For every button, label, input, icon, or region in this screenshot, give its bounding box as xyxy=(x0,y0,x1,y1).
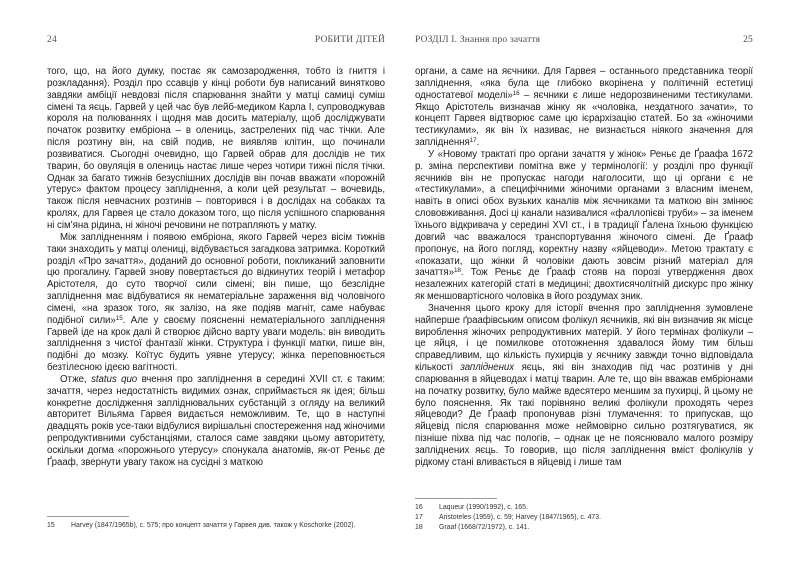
footnote-text: Graaf (1668/72/1972), с. 141. xyxy=(439,524,530,531)
paragraph xyxy=(47,232,385,374)
text-run: того, що, на його думку, постає як самозародження, тобто із гниття і розкладання). Розділ про ссавців у кінці роботи був написаний винятково завдяки амбіції невдовзі після спарювання знайти у матці самиці суміш сімені та яєць. Гарвей у цей час був лейб-медиком Карла І, супроводжував короля на полюваннях і щодня мав досить матеріалу, щоб досліджувати початок розвитку ембріона – в олениць, застрелених під час тічки. Але після розтину він, на свій подив, не виявляв клітин, що починали розвиватися. Сьогодні очевидно, що Гарвей обрав для дослідів не тих тварин, бо овуляція в олениць настає лише через чотири тижні після тічки. Однак за багато тижнів безуспішних дослідів він почав вважати «порожній утерус» фактом процесу запліднення, а коли цей результат – вочевидь, також після невчасних розтинів – повторився і в дослідах на собаках та кролях, для Гарвея це стало доказом того, що після успішного спарювання ні сім’яна рідина, ні жіночі речовини не потрапляють у матку. xyxy=(47,66,385,231)
footnote-ref: 17 xyxy=(469,137,477,145)
text-run: яєць, які він знаходив під час розтинів у дні спарювання в яйцеводах і матці тварин. Але те, що він вважав ембріонами на початку розвитку, було майже вдесятеро меншим за пухирці, й цьому не було пояснення. Як такі порівняно великі фолікули проходять через яйцеводи? Де Ґрааф пропонував різні тлумачення: то припускав, що яйцевід після спарювання може неймовірно сильно розтягуватися, як пізніше піхва під час пологів, – однак це не пояснювало малого розміру запліднених яєць. То говорив, що після запліднення вміст фолікулів у рідкому стані вливається в яйцевід і лише там xyxy=(415,362,753,468)
footnote-text: Laqueur (1990/1992), с. 165. xyxy=(439,504,528,511)
text-run: Між заплідненням і появою ембріона, якого Гарвей через вісім тижнів таки знаходить у матці олениці, відбувається загадкова затримка. Короткий розділ «Про зачаття», доданий до основної роботи, покликаний заповнити цю прогалину. Гарвей знову повертається до відкинутих теорій і метафор Арістотеля, до суто творчої сили сімені; він пише, що безслідне запліднення має відбуватися як нематеріальне зараження від чоловічого сімені, «на зразок того, як залізо, на яке подіяв магніт, саме набуває подібної сили» xyxy=(47,231,385,326)
paragraph xyxy=(415,66,753,149)
running-head: РОБИТИ ДІТЕЙ xyxy=(314,35,385,45)
footnote-number: 17 xyxy=(415,514,423,521)
footnote xyxy=(415,503,753,513)
footnote xyxy=(415,523,753,533)
text-run: Значення цього кроку для історії вчення про запліднення зумовлене найперше ґраафівським описом фолікул яєчників, які він визначив як місце вироблення жіночих репродуктивних матерій. У його термінах фолікули – це яйця, і це помилкове ототожнення здавалося йому тим більш справедливим, що кількість пухирців у яєчнику завжди точно відповідала кількості xyxy=(415,302,753,374)
footnote xyxy=(415,513,753,523)
footnote-text: Harvey (1847/1965b), с. 575; про концепт зачаття у Гарвея див. також у Koschorke (2002). xyxy=(71,522,356,529)
text-run: вчення про запліднення в середині XVII ст. є таким: зачаття, через недостатність видимих ознак, сприймається як ідея; більш конкретне дослідження запліднювальних субстанцій з огляду на великий авторитет Вільяма Гарвея видається неможливим. Те, що в наступні двадцять років усе-таки відбулися вирішальні спостереження над жіночими репродуктивними субстанціями, сталося саме завдяки цьому авторитету, оскільки догма «порожнього утерусу» спонукала анатомів, як-от Реньє де Ґрааф, звернути увагу також на сусідні з маткою xyxy=(47,373,386,468)
footnotes-block xyxy=(47,516,385,531)
italic-phrase: запліднених xyxy=(460,362,515,374)
footnote-rule xyxy=(415,498,497,499)
page-body xyxy=(415,66,753,469)
text-run: . Але у своєму поясненні нематеріального запліднення Гарвей іде на крок далі й створює дійсно варту уваги модель: він виводить запліднення з чистої фантазії жінки. Структура і функції матки, пише він, подібні до мозку. Коїтус будить уявне утерусу; жінка переповнюється безтілесною ідеєю вагітності. xyxy=(47,314,385,374)
paragraph xyxy=(415,149,753,303)
page-body xyxy=(47,66,385,469)
paragraph xyxy=(415,303,753,469)
text-run: Отже, xyxy=(60,373,92,385)
page-header xyxy=(47,35,385,45)
page-25 xyxy=(415,0,753,582)
paragraph xyxy=(47,374,385,469)
page-number: 24 xyxy=(47,35,57,45)
paragraph xyxy=(47,66,385,232)
footnote-number: 15 xyxy=(47,522,55,529)
text-run: У «Новому трактаті про органи зачаття у жінок» Реньє де Ґраафа 1672 р. зміна перспективи помітна вже у термінології: у розділі про функції яєчників він не пропускає нагоди наголосити, що ці органи є не «тестикулами», а специфічними жіночими органами з власним іменем, навіть в описі обох вузьких каналів між яєчниками та маткою він змінює слововживання. Досі ці канали називалися «фаллопієві труби» – за іменем їхнього відкривача у середині XVI ст., і в традиції Ґалена їхньою функцією довгий час вважалося транспортування жіночого сімені. Де Ґрааф пропонує, на його погляд, коректну назву «яйцеводи». Метою трактату є «показати, що жінки й чоловіки дають зовсім різний матеріал для зачаття» xyxy=(415,148,753,279)
footnote-text: Aristoteles (1959), с. 59; Harvey (1847/1965), с. 473. xyxy=(439,514,602,521)
footnotes-block xyxy=(415,498,753,533)
text-run: . Тож Реньє де Ґрааф стояв на порозі утвердження двох незалежних категорій статі в медицині; двохтисячолітній дискурс про жінку як меншовартісного чоловіка в його роздумах зник. xyxy=(415,267,753,303)
italic-phrase: status quo xyxy=(91,373,138,385)
running-head: РОЗДІЛ І. Знання про зачаття xyxy=(415,35,541,45)
page-24 xyxy=(47,0,385,582)
text-run: органи, а саме на яєчники. Для Гарвея – останнього представника теорії запліднення, «яка була ще глибоко вкорінена у політичній естетиці одностатевої моделі» xyxy=(415,66,753,101)
footnote-number: 16 xyxy=(415,504,423,511)
footnote-ref: 16 xyxy=(512,89,520,97)
footnote-number: 18 xyxy=(415,524,423,531)
footnote xyxy=(47,521,385,531)
text-run: – яєчники є лише недорозвиненими тестикулами. Якщо Арістотель визначав жінку як «чоловіка, нездатного зачати», то концепт Гарвея відтворює саме цю ієрархізацію статей. Бо за «жіночими тестикулами», як він їх називає, не визнається ніякого значення для запліднення xyxy=(415,89,753,149)
page-header xyxy=(415,35,753,45)
footnote-rule xyxy=(47,516,129,517)
text-run: . xyxy=(476,137,480,149)
footnote-ref: 15 xyxy=(115,314,123,322)
page-number: 25 xyxy=(743,35,753,45)
footnote-ref: 18 xyxy=(453,267,461,275)
